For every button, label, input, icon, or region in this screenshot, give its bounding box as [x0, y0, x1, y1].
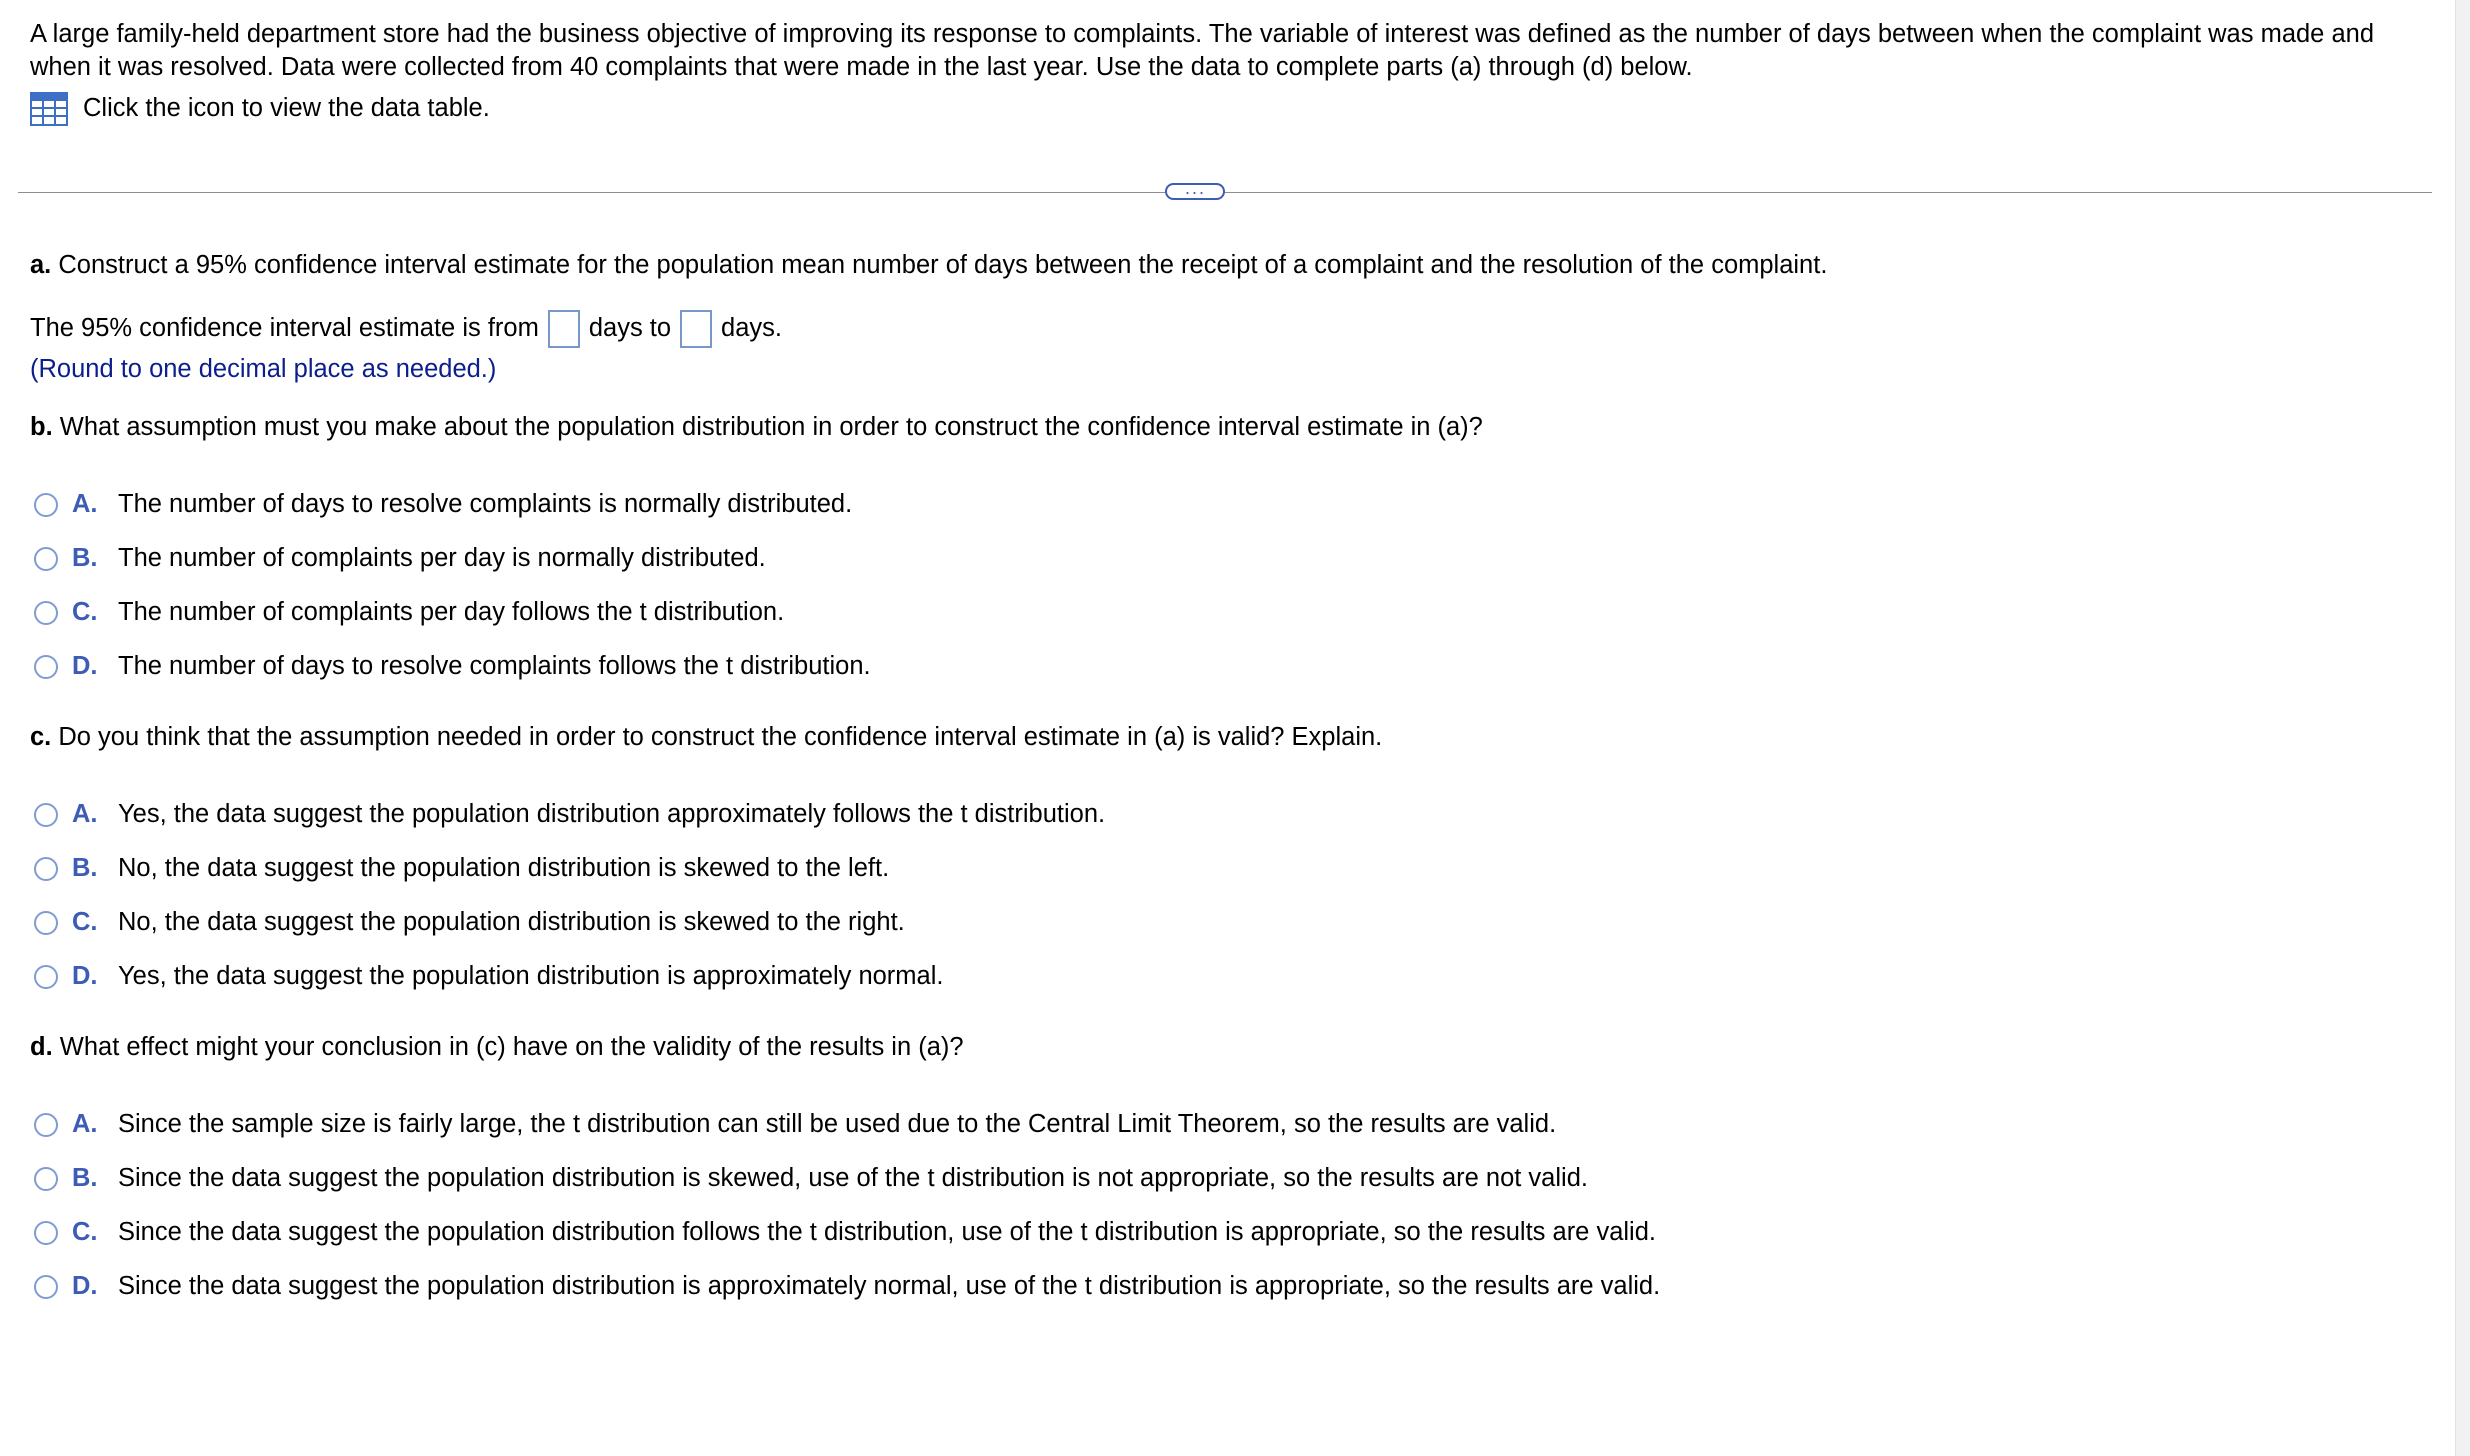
- part-d-question-text: What effect might your conclusion in (c) have on the validity of the results in (a)?: [59, 1033, 964, 1061]
- option-text[interactable]: The number of days to resolve complaints is normally distributed.: [118, 490, 853, 518]
- part-c-question: [30, 721, 1382, 754]
- part-b-label: b.: [30, 413, 53, 441]
- part-b-option-c[interactable]: [34, 596, 784, 629]
- option-letter: B.: [72, 544, 98, 572]
- radio-icon[interactable]: [34, 911, 58, 935]
- table-grid-icon[interactable]: [30, 92, 68, 126]
- part-b-option-d[interactable]: [34, 650, 871, 683]
- radio-icon[interactable]: [34, 857, 58, 881]
- part-b-option-a[interactable]: [34, 488, 852, 521]
- option-text[interactable]: No, the data suggest the population distribution is skewed to the left.: [118, 854, 890, 882]
- part-c-option-c[interactable]: [34, 906, 905, 939]
- option-letter: D.: [72, 1272, 98, 1300]
- option-letter: A.: [72, 490, 98, 518]
- radio-icon[interactable]: [34, 1275, 58, 1299]
- expand-more-button[interactable]: ···: [1165, 183, 1225, 200]
- intro-line-2: when it was resolved. Data were collected from 40 complaints that were made in the last year. Use the data to complete parts (a) through (d) below.: [30, 53, 1693, 82]
- view-data-table-link[interactable]: [30, 92, 490, 126]
- part-b-question-text: What assumption must you make about the population distribution in order to construct the confidence interval estimate in (a)?: [59, 413, 1483, 441]
- radio-icon[interactable]: [34, 1221, 58, 1245]
- option-letter: C.: [72, 1218, 98, 1246]
- answer-prefix: The 95% confidence interval estimate is from: [30, 314, 539, 343]
- part-c-option-d[interactable]: [34, 960, 943, 993]
- lower-bound-input[interactable]: [548, 310, 580, 348]
- option-letter: C.: [72, 908, 98, 936]
- option-text[interactable]: The number of complaints per day follows the t distribution.: [118, 598, 785, 626]
- part-a-question: [30, 249, 1827, 282]
- part-c-label: c.: [30, 723, 52, 751]
- part-a-label: a.: [30, 251, 52, 279]
- round-note: (Round to one decimal place as needed.): [30, 355, 497, 383]
- option-letter: A.: [72, 1110, 98, 1138]
- radio-icon[interactable]: [34, 1113, 58, 1137]
- section-divider: [18, 192, 2432, 193]
- option-text[interactable]: No, the data suggest the population distribution is skewed to the right.: [118, 908, 905, 936]
- option-letter: D.: [72, 652, 98, 680]
- option-letter: D.: [72, 962, 98, 990]
- option-text[interactable]: Since the data suggest the population distribution is approximately normal, use of the t distribution is appropriate, so the results are valid.: [118, 1272, 1661, 1300]
- part-c-option-b[interactable]: [34, 852, 889, 885]
- option-text[interactable]: The number of days to resolve complaints follows the t distribution.: [118, 652, 871, 680]
- part-d-option-a[interactable]: [34, 1108, 1556, 1141]
- part-b-question: [30, 411, 1483, 444]
- intro-line-1: A large family-held department store had the business objective of improving its response to complaints. The variable of interest was defined as the number of days between when the complaint was made and: [30, 20, 2374, 48]
- radio-icon[interactable]: [34, 803, 58, 827]
- option-letter: A.: [72, 800, 98, 828]
- radio-icon[interactable]: [34, 547, 58, 571]
- option-text[interactable]: Since the data suggest the population distribution follows the t distribution, use of the t distribution is appropriate, so the results are valid.: [118, 1218, 1656, 1246]
- part-d-option-c[interactable]: [34, 1216, 1656, 1249]
- option-text[interactable]: Since the sample size is fairly large, the t distribution can still be used due to the Central Limit Theorem, so the results are valid.: [118, 1110, 1557, 1138]
- problem-intro: [30, 18, 2430, 84]
- answer-middle: days to: [588, 314, 672, 343]
- part-d-option-d[interactable]: [34, 1270, 1660, 1303]
- part-b-option-b[interactable]: [34, 542, 766, 575]
- data-link-text[interactable]: Click the icon to view the data table.: [83, 94, 490, 123]
- part-c-option-a[interactable]: [34, 798, 1105, 831]
- part-d-question: [30, 1031, 964, 1064]
- part-a-answer-line: [30, 310, 782, 348]
- option-letter: C.: [72, 598, 98, 626]
- radio-icon[interactable]: [34, 601, 58, 625]
- upper-bound-input[interactable]: [680, 310, 712, 348]
- vertical-scrollbar[interactable]: [2455, 0, 2470, 1456]
- part-c-question-text: Do you think that the assumption needed in order to construct the confidence interval estimate in (a) is valid? Explain.: [58, 723, 1383, 751]
- option-text[interactable]: Yes, the data suggest the population distribution approximately follows the t distribution.: [118, 800, 1106, 828]
- option-letter: B.: [72, 854, 98, 882]
- option-text[interactable]: Since the data suggest the population distribution is skewed, use of the t distribution is not appropriate, so the results are not valid.: [118, 1164, 1588, 1192]
- part-d-option-b[interactable]: [34, 1162, 1588, 1195]
- radio-icon[interactable]: [34, 1167, 58, 1191]
- option-text[interactable]: The number of complaints per day is normally distributed.: [118, 544, 766, 572]
- part-a-question-text: Construct a 95% confidence interval estimate for the population mean number of days between the receipt of a complaint and the resolution of the complaint.: [58, 251, 1828, 279]
- radio-icon[interactable]: [34, 655, 58, 679]
- part-d-label: d.: [30, 1033, 53, 1061]
- option-text[interactable]: Yes, the data suggest the population distribution is approximately normal.: [118, 962, 944, 990]
- option-letter: B.: [72, 1164, 98, 1192]
- radio-icon[interactable]: [34, 965, 58, 989]
- answer-suffix: days.: [721, 314, 782, 343]
- radio-icon[interactable]: [34, 493, 58, 517]
